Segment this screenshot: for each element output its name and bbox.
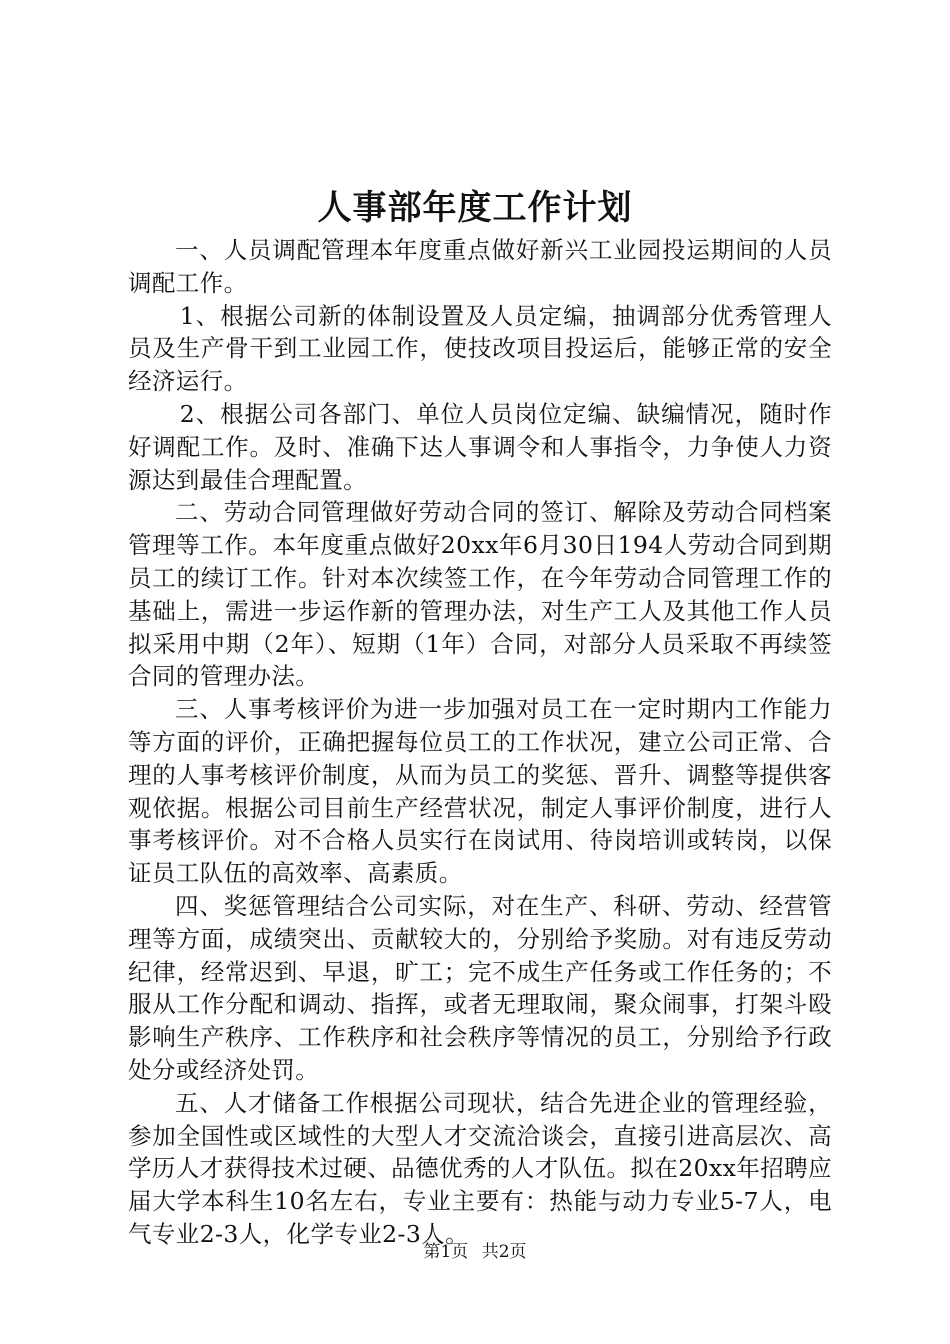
paragraph-rewards-penalties: 四、奖惩管理结合公司实际，对在生产、科研、劳动、经营管理等方面，成绩突出、贡献较大的，分别给予奖励。对有违反劳动纪律，经常迟到、早退，旷工；完不成生产任务或工作任务的；不服从工作分配和调动、指挥，或者无理取闹，聚众闹事，打架斗殴影响生产秩序、工作秩序和社会秩序等情况的员工，分别给予行政处分或经济处罚。 xyxy=(128,891,832,1084)
page-number-current: 第1页 xyxy=(423,1242,469,1262)
paragraph-personnel-allocation: 一、人员调配管理本年度重点做好新兴工业园投运期间的人员调配工作。 xyxy=(128,236,832,297)
paragraph-labor-contract: 二、劳动合同管理做好劳动合同的签订、解除及劳动合同档案管理等工作。本年度重点做好20xx年6月30日194人劳动合同到期员工的续订工作。针对本次续签工作，在今年劳动合同管理工作的基础上，需进一步运作新的管理办法，对生产工人及其他工作人员拟采用中期（2年）、短期（1年）合同，对部分人员采取不再续签合同的管理办法。 xyxy=(128,498,832,691)
paragraph-performance-review: 三、人事考核评价为进一步加强对员工在一定时期内工作能力等方面的评价，正确把握每位员工的工作状况，建立公司正常、合理的人事考核评价制度，从而为员工的奖惩、晋升、调整等提供客观依据。根据公司目前生产经营状况，制定人事评价制度，进行人事考核评价。对不合格人员实行在岗试用、待岗培训或转岗，以保证员工队伍的高效率、高素质。 xyxy=(128,695,832,888)
page-number-total: 共2页 xyxy=(481,1242,527,1262)
paragraph-allocation-item-1: 1、根据公司新的体制设置及人员定编，抽调部分优秀管理人员及生产骨干到工业园工作，使技改项目投运后，能够正常的安全经济运行。 xyxy=(128,301,832,396)
paragraph-talent-reserve: 五、人才储备工作根据公司现状，结合先进企业的管理经验，参加全国性或区域性的大型人才交流洽谈会，直接引进高层次、高学历人才获得技术过硬、品德优秀的人才队伍。拟在20xx年招聘应届大学本科生10名左右，专业主要有：热能与动力专业5-7人，电气专业2-3人，化学专业2-3人。 xyxy=(128,1088,832,1248)
document-body xyxy=(128,234,832,1251)
paragraph-allocation-item-2: 2、根据公司各部门、单位人员岗位定编、缺编情况，随时作好调配工作。及时、准确下达人事调令和人事指令，力争使人力资源达到最佳合理配置。 xyxy=(128,399,832,494)
document-title: 人事部年度工作计划 xyxy=(317,188,633,228)
page-footer xyxy=(0,1240,950,1264)
